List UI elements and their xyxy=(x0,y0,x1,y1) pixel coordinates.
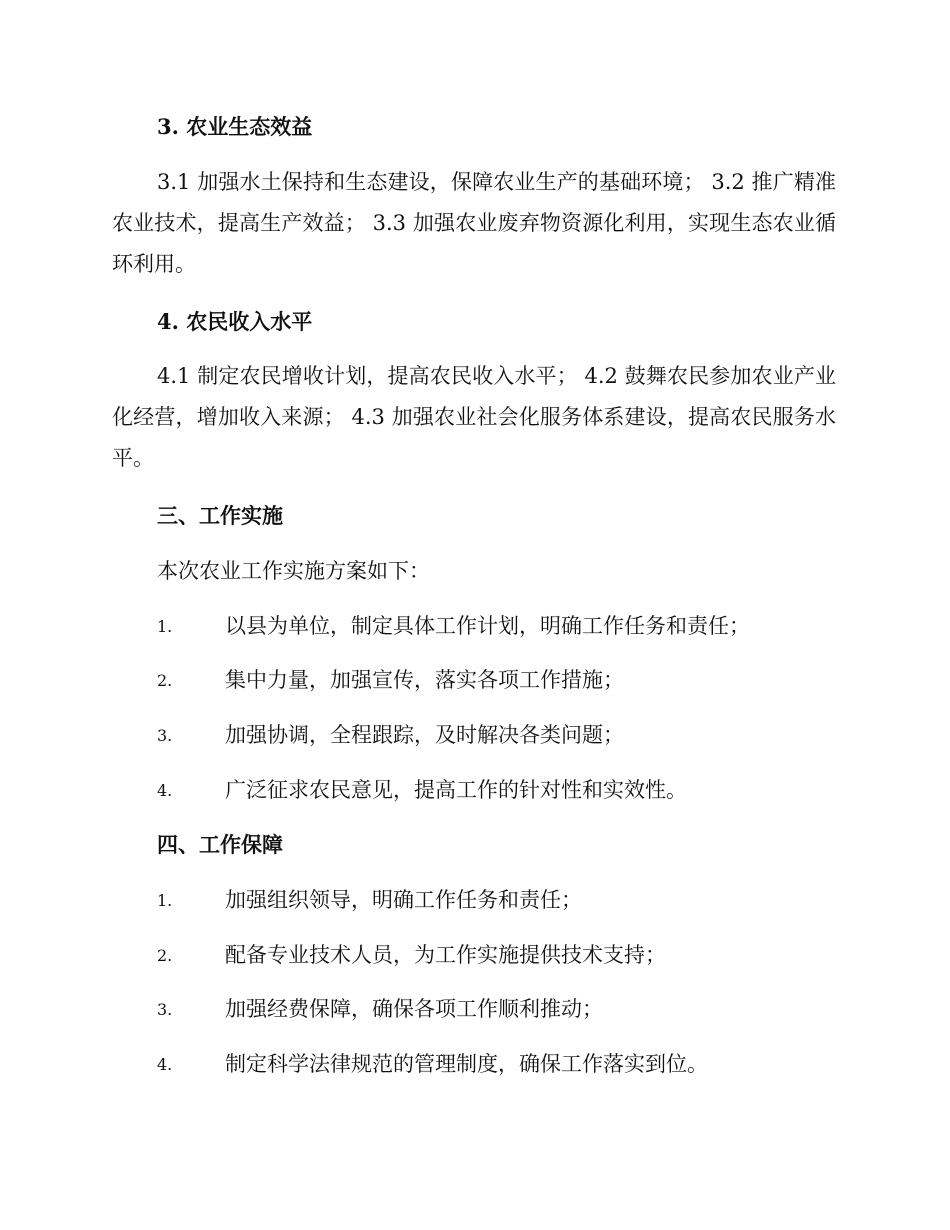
list-text: 制定科学法律规范的管理制度，确保工作落实到位。 xyxy=(225,1052,708,1076)
list-number: 4. xyxy=(157,1055,173,1074)
list-number: 1. xyxy=(157,891,173,910)
section-3-body: 3.1 加强水土保持和生态建设，保障农业生产的基础环境； 3.2 推广精准农业技术，提高生产效益； 3.3 加强农业废弃物资源化利用，实现生态农业循环利用。 xyxy=(112,170,836,276)
implementation-item xyxy=(157,720,857,750)
implementation-item xyxy=(157,665,857,695)
list-text: 加强协调，全程跟踪，及时解决各类问题； xyxy=(225,723,624,747)
implementation-item xyxy=(157,775,857,805)
guarantee-item xyxy=(157,940,857,970)
list-number: 3. xyxy=(157,726,173,745)
list-text: 配备专业技术人员，为工作实施提供技术支持； xyxy=(225,943,666,967)
guarantee-item xyxy=(157,885,857,915)
implementation-intro: 本次农业工作实施方案如下： xyxy=(157,559,430,583)
guarantee-title: 四、工作保障 xyxy=(157,832,283,857)
list-text: 广泛征求农民意见，提高工作的针对性和实效性。 xyxy=(225,778,687,802)
list-number: 1. xyxy=(157,617,173,636)
list-text: 加强经费保障，确保各项工作顺利推动； xyxy=(225,997,603,1021)
list-text: 集中力量，加强宣传，落实各项工作措施； xyxy=(225,668,624,692)
list-number: 2. xyxy=(157,671,173,690)
list-number: 4. xyxy=(157,781,173,800)
list-text: 以县为单位，制定具体工作计划，明确工作任务和责任； xyxy=(225,614,750,638)
guarantee-item xyxy=(157,1049,857,1079)
guarantee-item xyxy=(157,994,857,1024)
section-4-title: 4. 农民收入水平 xyxy=(157,309,313,334)
section-4-body: 4.1 制定农民增收计划，提高农民收入水平； 4.2 鼓舞农民参加农业产业化经营，增加收入来源； 4.3 加强农业社会化服务体系建设，提高农民服务水平。 xyxy=(112,364,836,470)
list-number: 2. xyxy=(157,946,173,965)
section-3-title: 3. 农业生态效益 xyxy=(157,114,313,139)
implementation-title: 三、工作实施 xyxy=(157,503,283,528)
implementation-item xyxy=(157,611,857,641)
list-number: 3. xyxy=(157,1000,173,1019)
list-text: 加强组织领导，明确工作任务和责任； xyxy=(225,888,582,912)
